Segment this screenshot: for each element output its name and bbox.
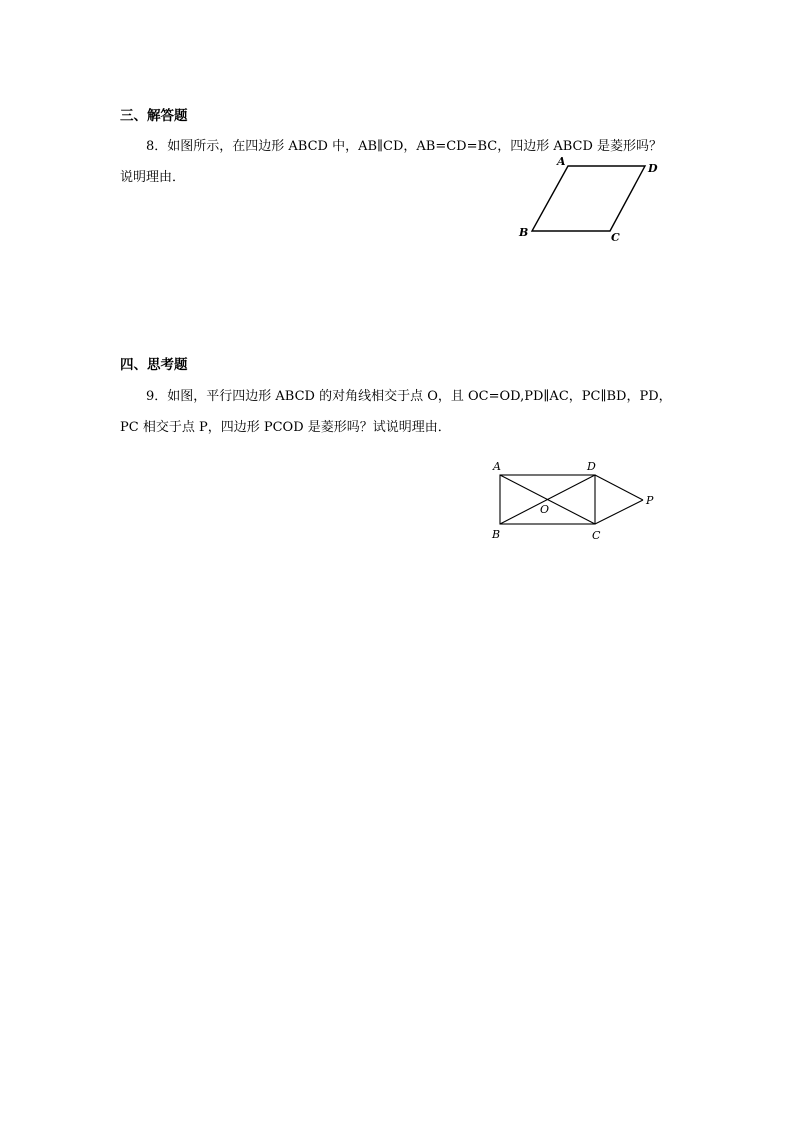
label-d: D <box>648 162 658 175</box>
label-p: P <box>646 494 654 507</box>
section-heading-solve: 三、解答题 <box>120 108 188 124</box>
label-a: A <box>493 460 501 473</box>
question-9-line-1: 9．如图，平行四边形 ABCD 的对角线相交于点 O，且 OC=OD,PD∥AC，PC∥BD，PD， <box>146 389 672 404</box>
label-b: B <box>519 226 529 239</box>
label-o: O <box>540 503 550 516</box>
segment-cp <box>595 500 643 524</box>
section-heading-think: 四、思考题 <box>120 357 188 373</box>
label-d: D <box>587 460 596 473</box>
segment-dp <box>595 475 643 500</box>
question-8-line-1: 8．如图所示，在四边形 ABCD 中，AB∥CD，AB=CD=BC，四边形 ABCD 是菱形吗？ <box>146 139 663 154</box>
label-c: C <box>611 231 620 244</box>
question-9-line-2: PC 相交于点 P，四边形 PCOD 是菱形吗？试说明理由． <box>120 420 451 435</box>
label-c: C <box>592 529 601 542</box>
question-8-line-2: 说明理由． <box>120 170 186 185</box>
label-b: B <box>492 528 501 541</box>
label-a: A <box>557 155 566 168</box>
